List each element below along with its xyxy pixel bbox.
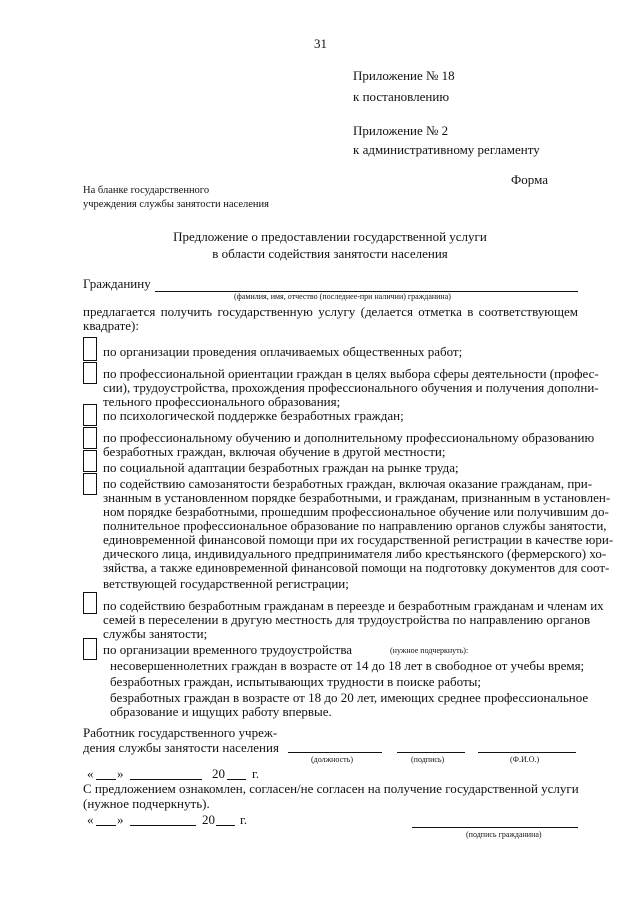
option-temporary-note: (нужное подчеркнуть): [390,646,469,655]
option-checkbox-vocational-training[interactable] [83,427,97,449]
date2-year-prefix: 20 [202,812,215,827]
option-text-relocation-1: по содействию безработным гражданам в переезде и безработным гражданам и членам их [103,598,604,613]
date1-year-suffix: г. [252,766,260,781]
page-number: 31 [314,36,327,51]
option-text-vocational-training-1: по профессиональному обучению и дополнительному профессиональному образованию [103,430,595,445]
option-text-self-employment-5: единовременной финансовой помощи при их государственной регистрации в качестве юри- [103,532,614,547]
date2-day-line[interactable] [96,825,116,826]
worker-position-line[interactable] [288,752,382,753]
temp-sub-graduates-2[interactable]: образование и ищущих работу впервые. [110,704,332,719]
option-checkbox-temporary-employment[interactable] [83,638,97,660]
temp-sub-difficulty[interactable]: безработных граждан, испытывающих трудности в поиске работы; [110,674,481,689]
appendix-2-title: Приложение № 2 [353,123,449,138]
option-text-public-works: по организации проведения оплачиваемых общественных работ; [103,344,463,359]
temp-sub-minors[interactable]: несовершеннолетних граждан в возрасте от 14 до 18 лет в свободное от учебы время; [110,658,585,673]
option-text-self-employment-3: ном порядке безработными, прошедшим профессиональное обучение или получившим до- [103,504,609,519]
date1-year-line[interactable] [227,779,246,780]
letterhead-line-1: На бланке государственного [83,185,210,196]
option-text-self-employment-6: дического лица, индивидуального предпринимателя либо крестьянского (фермерского) хо- [103,546,607,561]
option-checkbox-self-employment[interactable] [83,473,97,495]
document-title-line-2: в области содействия занятости населения [212,246,448,261]
option-text-vocational-training-2: безработных граждан, включая обучение в другой местности; [103,444,446,459]
consent-line-2: (нужное подчеркнуть). [83,796,210,811]
option-text-relocation-2: семей в переселении в другую местность для трудоустройства по направлению органов [103,612,591,627]
appendix-2-subtitle: к административному регламенту [353,142,540,157]
date2-year-line[interactable] [216,825,235,826]
worker-label-line-2: дения службы занятости населения [83,740,279,755]
form-label: Форма [511,172,548,187]
citizen-name-caption: (фамилия, имя, отчество (последнее-при наличии) гражданина) [234,292,451,301]
option-text-self-employment-7: зяйства, а также единовременной финансовой помощи на подготовку документов для соот- [103,560,610,575]
option-text-temporary-employment: по организации временного трудоустройства [103,642,353,657]
option-checkbox-social-adaptation[interactable] [83,450,97,472]
date1-month-line[interactable] [130,779,202,780]
date1-close-quote: » [117,766,124,781]
letterhead-line-2: учреждения службы занятости населения [83,199,269,210]
option-text-relocation-3: службы занятости; [103,626,208,641]
option-checkbox-career-guidance[interactable] [83,362,97,384]
date2-close-quote: » [117,812,124,827]
consent-line-1: С предложением ознакомлен, согласен/не согласен на получение государственной услуги [83,781,579,796]
citizen-signature-caption: (подпись гражданина) [466,830,542,839]
option-text-self-employment-8: ветствующей государственной регистрации; [103,576,349,591]
worker-signature-line[interactable] [397,752,465,753]
date1-open-quote: « [87,766,94,781]
citizen-label: Гражданину [83,276,151,291]
option-checkbox-psychological-support[interactable] [83,404,97,426]
option-text-career-guidance-2: сии), трудоустройства, прохождения профессионального обучения и получения дополни- [103,380,599,395]
caption-full-name: (Ф.И.О.) [510,755,540,764]
date2-open-quote: « [87,812,94,827]
citizen-signature-line[interactable] [412,827,578,828]
option-text-self-employment-1: по содействию самозанятости безработных граждан, включая оказание гражданам, при- [103,476,593,491]
option-text-self-employment-2: знанным в установленном порядке безработными, и гражданам, признанным в установлен- [103,490,611,505]
worker-label-line-1: Работник государственного учреж- [83,725,278,740]
worker-name-line[interactable] [478,752,576,753]
option-text-social-adaptation: по социальной адаптации безработных граждан на рынке труда; [103,460,459,475]
date2-month-line[interactable] [130,825,196,826]
option-text-psychological-support: по психологической поддержке безработных граждан; [103,408,404,423]
option-text-career-guidance-1: по профессиональной ориентации граждан в целях выбора сферы деятельности (профес- [103,366,599,381]
option-checkbox-relocation[interactable] [83,592,97,614]
caption-position: (должность) [311,755,353,764]
option-text-career-guidance-3: тельного профессионального образования; [103,394,341,409]
date1-year-prefix: 20 [212,766,225,781]
option-checkbox-public-works[interactable] [83,337,97,361]
temp-sub-graduates-1[interactable]: безработных граждан в возрасте от 18 до 20 лет, имеющих среднее профессиональное [110,690,589,705]
caption-signature: (подпись) [411,755,445,764]
date2-year-suffix: г. [240,812,248,827]
intro-line-1: предлагается получить государственную услугу (делается отметка в соответствующем [83,304,578,319]
option-text-self-employment-4: полнительное профессиональное образование по направлению органов службы занятости, [103,518,607,533]
intro-line-2: квадрате): [83,318,139,333]
document-title-line-1: Предложение о предоставлении государственной услуги [173,229,487,244]
appendix-18-subtitle: к постановлению [353,89,450,104]
date1-day-line[interactable] [96,779,116,780]
appendix-18-title: Приложение № 18 [353,68,455,83]
